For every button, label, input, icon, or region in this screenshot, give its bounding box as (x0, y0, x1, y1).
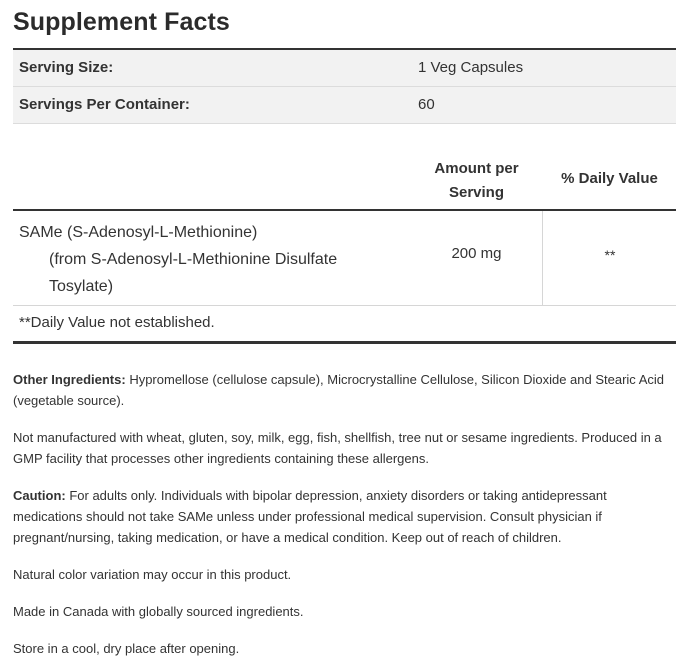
other-ingredients (13, 369, 673, 411)
serving-size-value: 1 Veg Capsules (418, 59, 524, 76)
storage-note: Store in a cool, dry place after opening. (13, 641, 240, 656)
color-note: Natural color variation may occur in this product. (13, 567, 292, 582)
dv-footnote: **Daily Value not established. (19, 314, 215, 331)
caution-text: For adults only. Individuals with bipolar depression, anxiety disorders or taking antidepressant medications should not take SAMe unless under professional medical supervision. Consult physician if pregnant/nursing, taking medication, or have a medical condition. Keep out of reach of children. (13, 488, 607, 545)
amount-header-line1: Amount per (434, 160, 519, 177)
servings-per-container-value: 60 (418, 96, 435, 113)
allergen-statement: Not manufactured with wheat, gluten, soy, milk, egg, fish, shellfish, tree nut or sesame ingredients. Produced in a GMP facility that processes other ingredients containing these allergens. (13, 430, 662, 466)
other-ingredients-label: Other Ingredients: (13, 372, 126, 387)
servings-per-container-label: Servings Per Container: (19, 96, 190, 113)
bottom-divider (13, 341, 676, 344)
amount-header-line2: Serving (448, 184, 505, 201)
servings-per-container-row (13, 87, 676, 124)
ingredient-dv: ** (604, 247, 616, 263)
origin-note: Made in Canada with globally sourced ingredients. (13, 604, 304, 619)
daily-value-header: % Daily Value (561, 170, 658, 187)
ingredient-name (19, 219, 419, 300)
ingredient-source-line1: (from S-Adenosyl-L-Methionine Disulfate (49, 251, 338, 268)
ingredient-source-line2: Tosylate) (49, 278, 114, 295)
caution-label: Caution: (13, 488, 66, 503)
amount-per-serving-header (418, 157, 535, 205)
serving-size-label: Serving Size: (19, 59, 114, 76)
page-title: Supplement Facts (13, 8, 230, 36)
caution-statement (13, 485, 673, 548)
table-row (13, 211, 676, 306)
ingredient-dv-cell (542, 211, 677, 305)
ingredient-main-name: SAMe (S-Adenosyl-L-Methionine) (19, 224, 258, 241)
other-ingredients-text: Hypromellose (cellulose capsule), Microcrystalline Cellulose, Silicon Dioxide and Stearic Acid (vegetable source). (13, 372, 664, 408)
serving-size-row (13, 50, 676, 87)
table-header (13, 154, 676, 209)
ingredient-amount: 200 mg (451, 245, 502, 262)
